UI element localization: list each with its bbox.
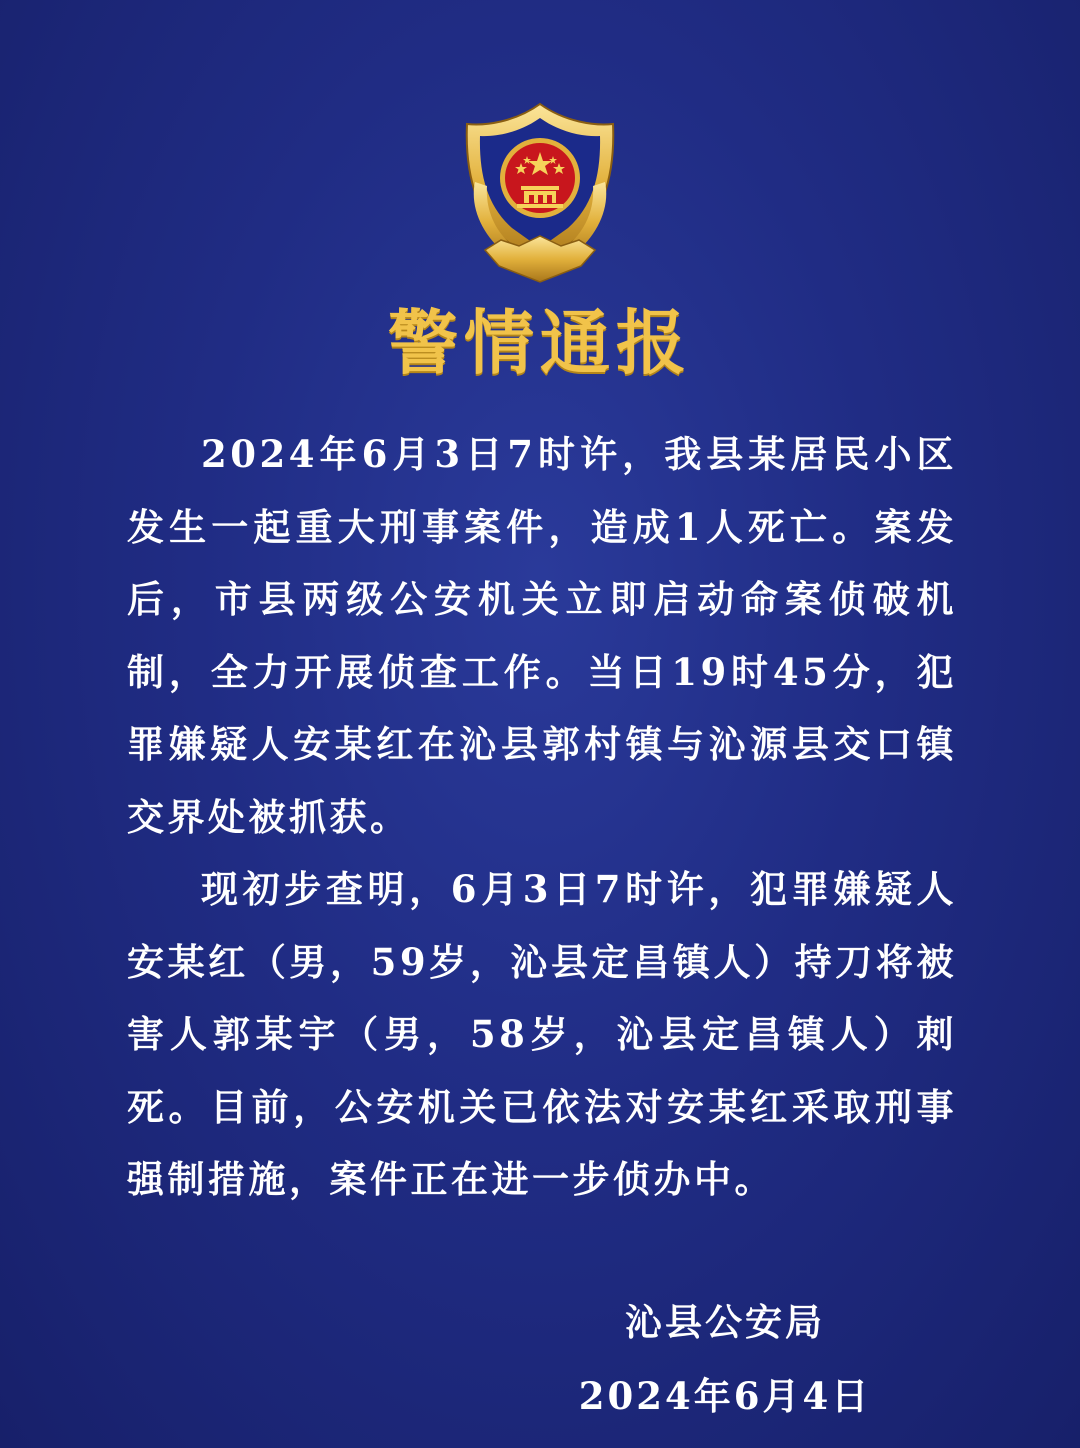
signature-date: 2024年6月4日 <box>578 1374 872 1418</box>
notice-title: 警情通报 <box>388 301 692 384</box>
police-badge-icon <box>455 100 625 285</box>
notice-paragraph-2: 现初步查明，6月3日7时许，犯罪嫌疑人安某红（男，59岁，沁县定昌镇人）持刀将被害人郭某宇（男，58岁，沁县定昌镇人）刺死。目前，公安机关已依法对安某红采取刑事强制措施，案件正在进一步侦办中。 <box>127 867 957 1201</box>
notice-paragraph-1: 2024年6月3日7时许，我县某居民小区发生一起重大刑事案件，造成1人死亡。案发后，市县两级公安机关立即启动命案侦破机制，全力开展侦查工作。当日19时45分，犯罪嫌疑人安某红在沁县郭村镇与沁源县交口镇交界处被抓获。 <box>127 432 957 839</box>
notice-body <box>127 418 957 1216</box>
signature-organization: 沁县公安局 <box>625 1300 825 1344</box>
